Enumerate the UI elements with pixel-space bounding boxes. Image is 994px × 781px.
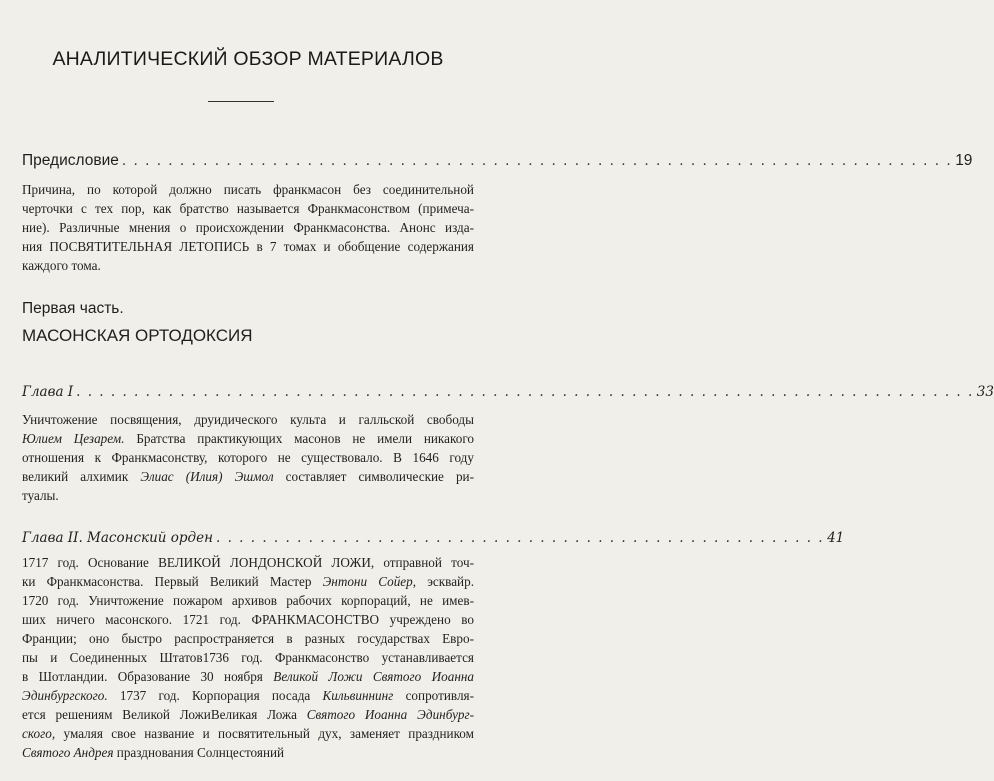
text-fragment: в Шотландии. Образование 30 ноября [22,669,274,684]
italic-name: Великой Ложи Святого Иоанна [273,669,474,684]
text-line: отношения к Франкмасонству, которого не существовало. В 1646 году [22,450,474,465]
text-line [22,467,474,486]
text-fragment: составляет символические ри- [273,469,474,484]
italic-name: Юлием Цезарем. [22,431,125,446]
part-title: МАСОНСКАЯ ОРТОДОКСИЯ [22,326,253,345]
toc-page-chapter-1: 33 [976,384,994,400]
chapter-1-description [22,410,474,505]
text-line [22,705,474,724]
toc-label-chapter-1: Глава I [22,384,74,400]
italic-name: ского, [22,726,56,741]
toc-page-chapter-2: 41 [827,530,845,546]
text-line: туалы. [22,488,59,503]
chapter-2-description [22,553,474,762]
text-line: ния ПОСВЯТИТЕЛЬНАЯ ЛЕТОПИСЬ в 7 томах и обобщение содержания [22,239,474,254]
part-label: Первая часть. [22,300,124,317]
text-line [22,743,474,762]
text-line: Франции; оно быстро распространяется в разных государствах Евро- [22,631,474,646]
text-fragment: ки Франкмасонства. Первый Великий Мастер [22,574,323,589]
text-line [22,667,474,686]
text-fragment: сопротивля- [393,688,474,703]
toc-entry-preface[interactable] [22,152,973,170]
text-line [22,724,474,743]
text-line: ние). Различные мнения о происхождении Франкмасонства. Анонс изда- [22,220,474,235]
text-line: каждого тома. [22,258,101,273]
text-fragment: ется решениям Великой ЛожиВеликая Ложа [22,707,307,722]
text-fragment: умаляя свое название и посвятительный дух, заменяет праздником [55,726,474,741]
italic-name: Святого Андрея [22,745,114,760]
text-line: Причина, по которой должно писать франкмасон без соединительной [22,182,474,197]
text-fragment: , эсквайр. [412,574,475,589]
text-fragment: празднования Солнцестояний [113,745,285,760]
text-fragment: великий алхимик [22,469,141,484]
text-line [22,429,474,448]
italic-name: Кильвиннинг [322,688,394,703]
text-line: ших ничего масонского. 1721 год. ФРАНКМАСОНСТВО учреждено во [22,612,474,627]
text-fragment: Братства практикующих масонов не имели никакого [124,431,474,446]
italic-name: Энтони Сойер [322,574,413,589]
preface-description [22,180,474,275]
text-fragment: 1737 год. Корпорация посада [107,688,323,703]
toc-page-preface: 19 [955,152,973,169]
italic-name: Святого Иоанна Эдинбург- [306,707,474,722]
toc-label-preface: Предисловие [22,152,119,169]
text-line [22,686,474,705]
toc-entry-chapter-1[interactable] [22,384,994,400]
text-line: 1717 год. Основание ВЕЛИКОЙ ЛОНДОНСКОЙ ЛОЖИ, отправной точ- [22,555,474,570]
text-line: пы и Соединенных Штатов1736 год. Франкмасонство устанавливается [22,650,474,665]
text-line [22,572,474,591]
italic-name: Эдинбургского. [22,688,108,703]
page-title: АНАЛИТИЧЕСКИЙ ОБЗОР МАТЕРИАЛОВ [52,48,444,70]
text-line: черточки с тех пор, как братство называется Франкмасонством (примеча- [22,201,474,216]
dot-leader: . . . . . . . . . . . . . . . . . . . . . . . . . . . . . . . . . . . . . . . . . . . . . . . . . . . . . [216,530,825,546]
toc-label-chapter-2: Глава II. Масонский орден [22,530,213,546]
dot-leader: . . . . . . . . . . . . . . . . . . . . . . . . . . . . . . . . . . . . . . . . . . . . . . . . . . . . . . . . . . . . . . . . . . . . . . . . . . . . . . [76,384,974,400]
dot-leader: . . . . . . . . . . . . . . . . . . . . . . . . . . . . . . . . . . . . . . . . . . . . . . . . . . . . . . . . . . . . . . . . . . . . . . . . [121,152,953,169]
text-line: 1720 год. Уничтожение пожаром архивов рабочих корпораций, не имев- [22,593,474,608]
title-divider [208,101,274,102]
italic-name: Элиас (Илия) Эшмол [140,469,274,484]
toc-entry-chapter-2[interactable] [22,530,845,546]
text-line: Уничтожение посвящения, друидического культа и галльской свободы [22,412,474,427]
